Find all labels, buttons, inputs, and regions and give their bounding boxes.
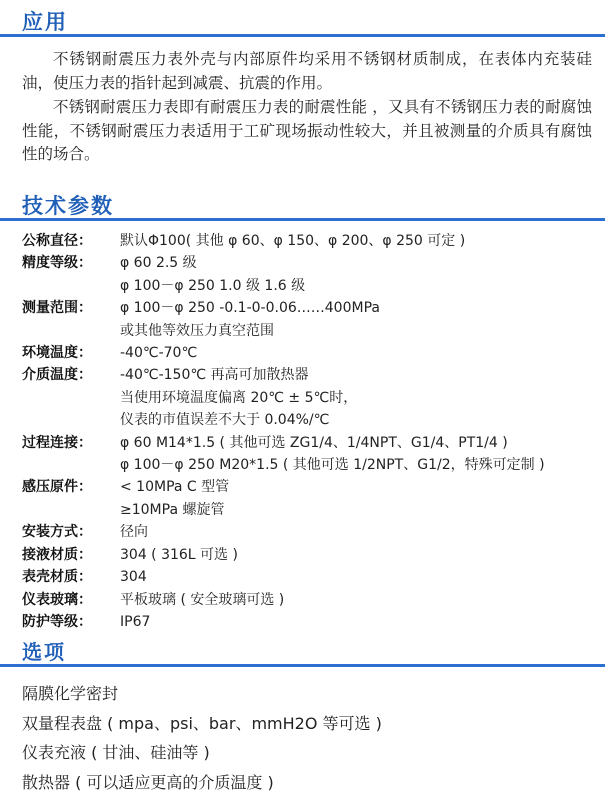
spec-row — [22, 544, 597, 566]
spec-value: 仪表的市值误差不大于 0.04%/℃ — [120, 412, 330, 429]
section-title-options: 选项 — [22, 640, 66, 664]
spec-row — [22, 521, 597, 543]
spec-value: φ 100－φ 250 -0.1-0-0.06……400MPa — [120, 300, 380, 317]
spec-value: φ 60 M14*1.5 ( 其他可选 ZG1/4、1/4NPT、G1/4、PT1/4 ) — [120, 434, 508, 451]
spec-row — [22, 230, 597, 252]
spec-label: 介质温度： — [22, 367, 92, 384]
section-divider — [0, 664, 605, 667]
spec-row — [22, 476, 597, 521]
spec-list — [22, 230, 597, 633]
spec-value: 径向 — [120, 524, 148, 541]
spec-value: 默认Φ100( 其他 φ 60、φ 150、φ 200、φ 250 可定 ) — [120, 233, 466, 249]
spec-value: -40℃-70℃ — [120, 345, 198, 362]
spec-row — [22, 589, 597, 611]
section-header-options — [0, 636, 605, 676]
option-item: 双量程表盘 ( mpa、psi、bar、mmH2O 等可选 ) — [22, 713, 382, 733]
spec-value: 或其他等效压力真空范围 — [120, 322, 274, 339]
spec-row — [22, 297, 597, 342]
spec-value: < 10MPa C 型管 — [120, 479, 230, 496]
spec-row — [22, 252, 597, 297]
spec-label: 过程连接： — [22, 434, 92, 451]
spec-value: ≥10MPa 螺旋管 — [120, 501, 225, 518]
spec-value: IP67 — [120, 613, 151, 630]
spec-label: 感压原件： — [22, 479, 92, 496]
apply-paragraph-1: 不锈钢耐震压力表外壳与内部原件均采用不锈钢材质制成，在表体内充装硅油，使压力表的指针起到减震、抗震的作用。 — [22, 50, 592, 92]
section-header-specs — [0, 186, 605, 226]
spec-value: 当使用环境温度偏离 20℃ ± 5℃时， — [120, 389, 358, 406]
apply-paragraph-2: 不锈钢耐震压力表即有耐震压力表的耐震性能 ，又具有不锈钢压力表的耐腐蚀性能，不锈钢耐震压力表适用于工矿现场振动性较大，并且被测量的介质具有腐蚀性的场合。 — [22, 98, 592, 163]
section-title-apply: 应用 — [22, 10, 68, 34]
spec-value: φ 100－φ 250 1.0 级 1.6 级 — [120, 277, 306, 294]
spec-row — [22, 566, 597, 588]
spec-row — [22, 364, 597, 431]
spec-label: 精度等级： — [22, 255, 92, 272]
spec-label: 安装方式： — [22, 524, 92, 541]
spec-value: φ 60 2.5 级 — [120, 255, 197, 272]
section-divider — [0, 34, 605, 37]
section-header-apply — [0, 0, 605, 40]
spec-label: 公称直径： — [22, 233, 92, 249]
spec-row — [22, 432, 597, 477]
option-item: 散热器 ( 可以适应更高的介质温度 ) — [22, 772, 274, 792]
spec-label: 防护等级： — [22, 613, 92, 630]
spec-row — [22, 342, 597, 364]
spec-label: 测量范围： — [22, 300, 92, 317]
spec-value: 304 — [120, 569, 147, 586]
spec-value: φ 100－φ 250 M20*1.5 ( 其他可选 1/2NPT、G1/2，特殊可定制 ) — [120, 457, 545, 474]
spec-label: 仪表玻璃： — [22, 591, 92, 608]
option-item: 仪表充液 ( 甘油、硅油等 ) — [22, 743, 210, 762]
option-list — [22, 679, 597, 797]
section-title-specs: 技术参数 — [22, 194, 114, 218]
spec-label: 环境温度： — [22, 345, 92, 362]
spec-value: 304 ( 316L 可选 ) — [120, 546, 238, 563]
option-item: 隔膜化学密封 — [22, 684, 119, 703]
spec-row — [22, 611, 597, 633]
spec-value: 平板玻璃 ( 安全玻璃可选 ) — [120, 591, 285, 608]
section-divider — [0, 218, 605, 221]
spec-label: 接液材质： — [22, 546, 92, 563]
spec-label: 表壳材质： — [22, 569, 92, 586]
spec-value: -40℃-150℃ 再高可加散热器 — [120, 367, 309, 384]
